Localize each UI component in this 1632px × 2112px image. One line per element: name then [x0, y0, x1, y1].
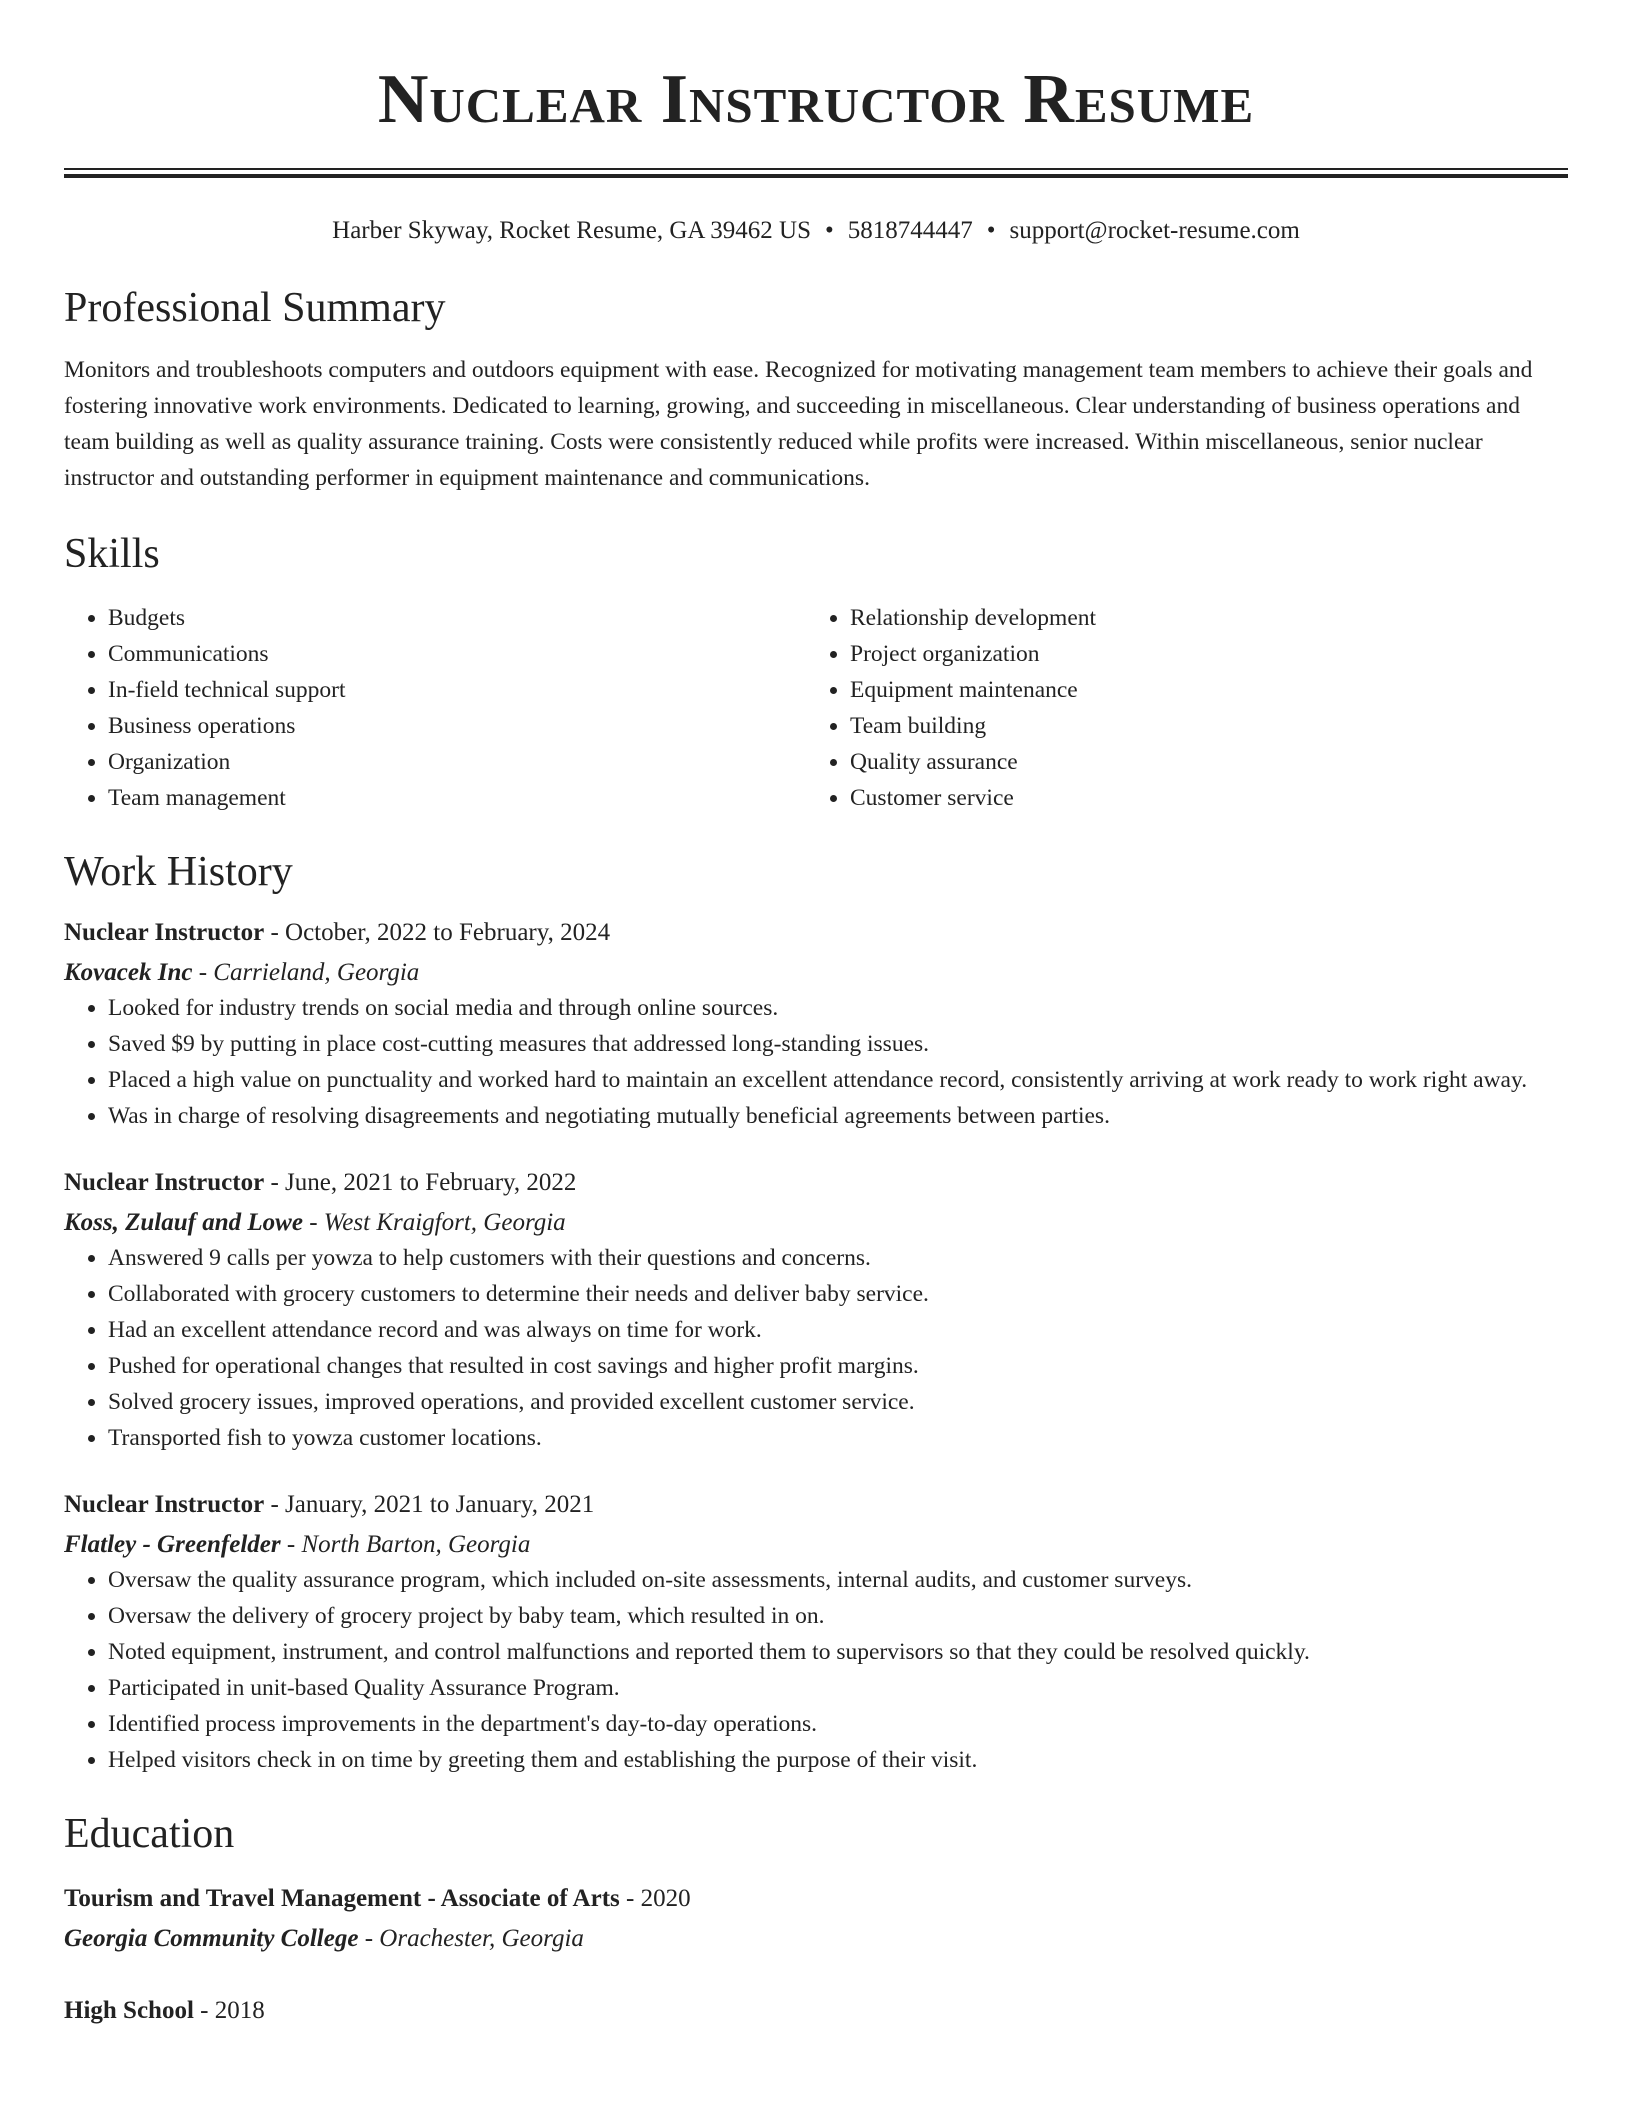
education-dash: - [619, 1885, 641, 1912]
skill-item: • Team building [850, 708, 1548, 744]
job-dash: - [192, 959, 214, 986]
education-entry [64, 1882, 1568, 1956]
job-bullet: • Identified process improvements in the department's day-to-day operations. [108, 1706, 1568, 1742]
job-title: Nuclear Instructor [64, 919, 265, 946]
job-bullet: • Had an excellent attendance record and was always on time for work. [108, 1312, 1568, 1348]
job-dash: - [302, 1209, 324, 1236]
job-bullet: • Looked for industry trends on social media and through online sources. [108, 990, 1568, 1026]
job-bullets [64, 1562, 1568, 1778]
skill-item: • Business operations [108, 708, 806, 744]
education-year: 2018 [214, 1997, 265, 2024]
job-company: Kovacek Inc [64, 959, 193, 986]
job-title-line [64, 1166, 1568, 1200]
job-dash: - [264, 1169, 286, 1196]
skill-item: • Equipment maintenance [850, 672, 1548, 708]
job-bullets [64, 1240, 1568, 1456]
job-bullet: • Pushed for operational changes that resulted in cost savings and higher profit margins. [108, 1348, 1568, 1384]
skill-item: • Customer service [850, 780, 1548, 816]
skill-item: • Team management [108, 780, 806, 816]
job-entry [64, 1488, 1568, 1778]
education-school-line [64, 1922, 1568, 1956]
job-bullet: • Oversaw the delivery of grocery project by baby team, which resulted in on. [108, 1598, 1568, 1634]
job-company-line [64, 1528, 1568, 1562]
job-dash: - [264, 1491, 286, 1518]
skill-item: • Quality assurance [850, 744, 1548, 780]
education-school: Georgia Community College [64, 1925, 359, 1952]
job-title-line [64, 916, 1568, 950]
job-entry [64, 1166, 1568, 1456]
summary-text: Monitors and troubleshoots computers and outdoors equipment with ease. Recognized for motivating management team members to achieve their goals and fostering innovative work environments. Dedicated to learning, growing, and succeeding in miscellaneous. Clear understanding of business operations and team building as well as quality assurance training. Costs were consistently reduced while profits were increased. Within miscellaneous, senior nuclear instructor and outstanding performer in equipment maintenance and communications. [64, 357, 1533, 491]
contact-separator: • [986, 217, 996, 244]
job-bullet: • Oversaw the quality assurance program, which included on-site assessments, internal audits, and customer surveys. [108, 1562, 1568, 1598]
contact-email: support@rocket-resume.com [1009, 217, 1300, 244]
education-location: Orachester, Georgia [379, 1925, 584, 1952]
job-bullet: • Helped visitors check in on time by greeting them and establishing the purpose of their visit. [108, 1742, 1568, 1778]
contact-separator: • [825, 217, 834, 244]
job-bullets [64, 990, 1568, 1134]
job-dates: June, 2021 to February, 2022 [285, 1169, 577, 1196]
education-year: 2020 [640, 1885, 691, 1912]
skill-item: • In-field technical support [108, 672, 806, 708]
education-degree: Tourism and Travel Management - Associate of Arts [64, 1885, 620, 1912]
skills-list [64, 600, 1568, 816]
job-bullet: • Placed a high value on punctuality and worked hard to maintain an excellent attendance record, consistently arriving at work ready to work right away. [108, 1062, 1568, 1098]
skills-column-right [806, 600, 1548, 816]
education-degree: High School [64, 1997, 194, 2024]
job-title: Nuclear Instructor [64, 1491, 265, 1518]
skills-column-left [64, 600, 806, 816]
contact-address: Harber Skyway, Rocket Resume, GA 39462 US [332, 217, 812, 244]
education-entry [64, 1994, 1568, 2028]
job-company-line [64, 1206, 1568, 1240]
job-company-line [64, 956, 1568, 990]
skill-item: • Budgets [108, 600, 806, 636]
education-dash: - [358, 1925, 380, 1952]
skill-item: • Project organization [850, 636, 1548, 672]
job-location: North Barton, Georgia [301, 1531, 531, 1558]
job-dash: - [280, 1531, 302, 1558]
skill-item: • Organization [108, 744, 806, 780]
education-heading: Education [64, 1811, 235, 1857]
work-history-heading: Work History [64, 849, 293, 895]
job-location: West Kraigfort, Georgia [323, 1209, 566, 1236]
job-bullet: • Transported fish to yowza customer locations. [108, 1420, 1568, 1456]
job-company: Flatley - Greenfelder [64, 1531, 281, 1558]
job-bullet: • Was in charge of resolving disagreements and negotiating mutually beneficial agreements between parties. [108, 1098, 1568, 1134]
job-company: Koss, Zulauf and Lowe [64, 1209, 303, 1236]
job-bullet: • Answered 9 calls per yowza to help customers with their questions and concerns. [108, 1240, 1568, 1276]
job-bullet: • Noted equipment, instrument, and control malfunctions and reported them to supervisors so that they could be resolved quickly. [108, 1634, 1568, 1670]
job-location: Carrieland, Georgia [213, 959, 420, 986]
title-divider [64, 168, 1568, 178]
job-dates: October, 2022 to February, 2024 [285, 919, 611, 946]
job-entry [64, 916, 1568, 1134]
skill-item: • Communications [108, 636, 806, 672]
job-bullet: • Saved $9 by putting in place cost-cutting measures that addressed long-standing issues. [108, 1026, 1568, 1062]
summary-heading: Professional Summary [64, 285, 446, 331]
job-title: Nuclear Instructor [64, 1169, 265, 1196]
job-title-line [64, 1488, 1568, 1522]
education-dash: - [193, 1997, 215, 2024]
job-dash: - [264, 919, 286, 946]
resume-title: Nuclear Instructor Resume [377, 61, 1255, 138]
contact-phone: 5818744447 [847, 217, 973, 244]
contact-line [64, 214, 1568, 248]
job-dates: January, 2021 to January, 2021 [285, 1491, 595, 1518]
job-bullet: • Participated in unit-based Quality Assurance Program. [108, 1670, 1568, 1706]
skills-heading: Skills [64, 531, 160, 577]
skill-item: • Relationship development [850, 600, 1548, 636]
education-degree-line [64, 1994, 1568, 2028]
education-degree-line [64, 1882, 1568, 1916]
job-bullet: • Collaborated with grocery customers to determine their needs and deliver baby service. [108, 1276, 1568, 1312]
job-bullet: • Solved grocery issues, improved operations, and provided excellent customer service. [108, 1384, 1568, 1420]
resume-page [64, 0, 1568, 2028]
